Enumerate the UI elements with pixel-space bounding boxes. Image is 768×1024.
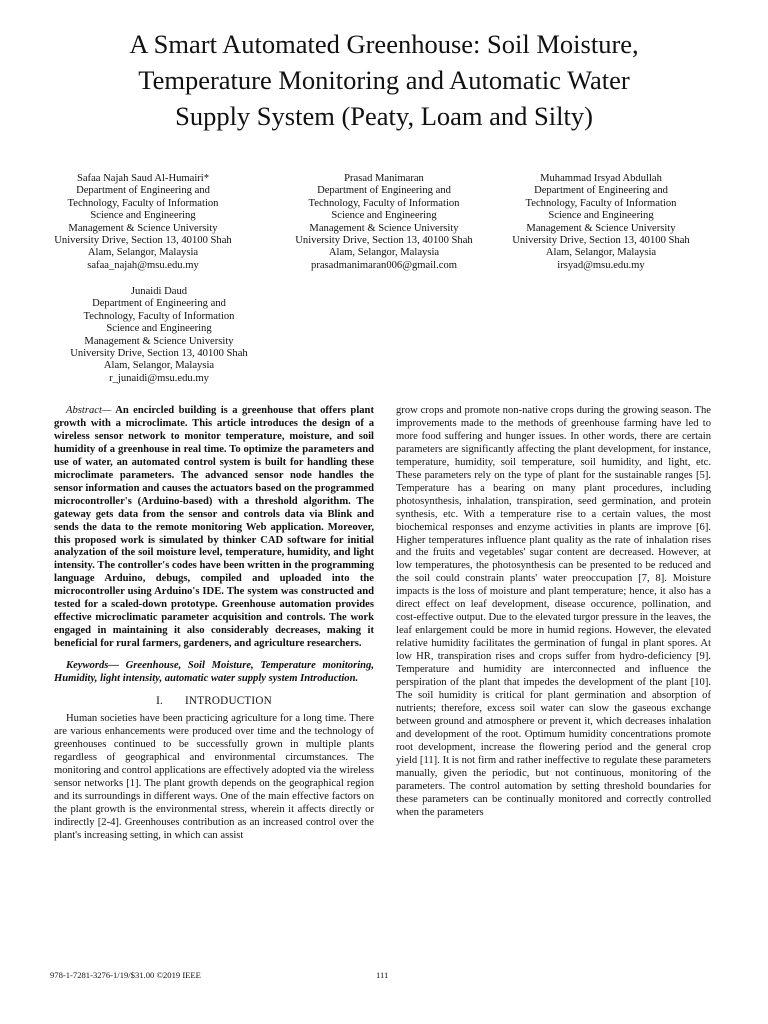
author-affiliation-line: Department of Engineering and xyxy=(92,298,226,310)
author-affiliation-line: University Drive, Section 13, 40100 Shah xyxy=(54,235,232,247)
author-affiliation-line: University Drive, Section 13, 40100 Shah xyxy=(70,348,248,360)
author-email: irsyad@msu.edu.my xyxy=(557,259,645,271)
author-email: safaa_najah@msu.edu.my xyxy=(87,259,199,271)
author-affiliation-line: Technology, Faculty of Information xyxy=(308,197,460,209)
author-affiliation-line: Science and Engineering xyxy=(548,210,654,222)
author-name: Muhammad Irsyad Abdullah xyxy=(540,173,662,184)
author-email: prasadmanimaran006@gmail.com xyxy=(311,259,457,271)
section-heading xyxy=(54,695,374,708)
author-affiliation-line: Alam, Selangor, Malaysia xyxy=(87,247,199,259)
abstract-text: An encircled building is a greenhouse that offers plant growth with a microclimate. This article introduces the design of a wireless sensor network to monitor temperature, moisture, and soil humidity of a greenhouse in real time. To optimize the parameters and use of water, an automated control system is built for handling these microclimate parameters. The advanced sensor node handles the sensor information and causes the actuators based on the programmed microcontroller's (Arduino-based) with a threshold algorithm. The gateway gets data from the sensor and controls data via Blink and sends the data to the remote monitoring Web application. Moreover, this proposed work is simulated by thinker CAD software for initial analyzation of the soil moisture level, temperature, humidity, and light intensity. The controller's codes have been written in the programming language Arduino, debugs, compiled and uploaded into the microcontroller using Arduino's IDE. The system was constructed and tested for a scaled-down prototype. Greenhouse automation provides effective microclimatic parameter acquisition and controls. The work engaged in maintaining it also considerably decreases, making it beneficial for rural farmers, gardeners, and agriculture researchers. xyxy=(54,405,374,650)
title-line: A Smart Automated Greenhouse: Soil Moisture, xyxy=(129,29,639,59)
author-affiliation-line: Science and Engineering xyxy=(331,210,437,222)
author-affiliation-line: Technology, Faculty of Information xyxy=(83,310,235,322)
author-affiliation-line: Department of Engineering and xyxy=(534,185,668,197)
author-affiliation-line: Alam, Selangor, Malaysia xyxy=(103,360,215,372)
abstract xyxy=(54,405,374,651)
abstract-label: Abstract— xyxy=(66,405,112,416)
right-column xyxy=(396,405,711,820)
author-affiliation-line: Alam, Selangor, Malaysia xyxy=(328,247,440,259)
author-affiliation-line: University Drive, Section 13, 40100 Shah xyxy=(295,235,473,247)
author-block xyxy=(284,173,484,272)
keywords-text: Greenhouse, Soil Moisture, Temperature monitoring, Humidity, light intensity, automatic water supply system Introduction. xyxy=(54,660,374,685)
author-affiliation-line: Management & Science University xyxy=(68,222,218,234)
author-affiliation-line: Department of Engineering and xyxy=(317,185,451,197)
keywords xyxy=(54,660,374,686)
author-affiliation-line: Department of Engineering and xyxy=(76,185,210,197)
title-line: Temperature Monitoring and Automatic Water xyxy=(138,65,630,95)
author-name: Safaa Najah Saud Al-Humairi* xyxy=(76,173,210,184)
author-affiliation-line: Science and Engineering xyxy=(90,210,196,222)
intro-paragraph: Human societies have been practicing agriculture for a long time. There are various enhancements were produced over time and the technology of greenhouses continued to be successfully grown in multiple plants regardless of geographical and environmental circumstances. The monitoring and control applications are effectively adopted via the wireless sensor networks [1]. The plant growth depends on the geographical region and its surroundings in different ways. One of the main effective factors on the plant growth is the environmental stress, wherein it affects directly or indirectly [2-4]. Greenhouses contribution as an increased control over the plant's increasing setting, in which can assist xyxy=(54,712,374,841)
author-affiliation-line: Management & Science University xyxy=(526,222,676,234)
author-email: r_junaidi@msu.edu.my xyxy=(109,372,209,384)
paper-title xyxy=(40,26,728,134)
intro-paragraph-continued: grow crops and promote non-native crops during the growing season. The improvements made to the methods of greenhouse farming have led to more food suffering and hunger issues. In other words, there are certain parameters are significantly affecting the plant development, for instance, temperature, humidity, soil temperature, soil humidity, and light, etc. These parameters rely on the type of plant for the sustainable ranges [5]. Temperature has a bearing on many plant procedures, including photosynthesis, inhalation, transpiration, seed germination, and protein synthesis, etc. With a temperature rise to a certain values, the most biochemical responses and enzyme activities in plants are improve [6]. Higher temperatures influence plant quality as the rate of inhalation rises and the fruits and vegetables' sugar content are decreased. However, at low temperatures, the photosynthesis can be presented to be reduced and the soil could constrain plants' water preoccupation [7, 8]. Moisture impacts is the loss of moisture and plant temperature; hence, it also has a direct effect on leaf development, disease occurence, pollination, and cost-effective output. Due to the elevated turgor pressure in the leaves, the leaf enlargement could be more in humid regions. However, the elevated relative humidity facilitates the germination of fungal in plant spores. At low HR, transpiration rises and crops suffer from hydro-deficiency [9]. Temperature and humidity are interconnected and influence the perspiration of the plant that impedes the development of the plant [10]. The soil humidity is critical for plant germination and absorption of nutrients; therefore, excess soil water can slow the gaseous exchange between ground and atmosphere or prevent it, which decreases inhalation and development of the root. Optimum humidity concentrations promote root development, increase the flowering period and the general crop yield [11]. It is not firm and rather ineffective to regulate these parameters manually, given the periodic, but not continuous, monitoring of the parameters. The control automation by setting threshold boundaries for these parameters can be continually monitored and correctly controlled when the parameters xyxy=(396,405,711,818)
author-affiliation-line: Technology, Faculty of Information xyxy=(525,197,677,209)
author-affiliation-line: Alam, Selangor, Malaysia xyxy=(545,247,657,259)
author-affiliation-line: Technology, Faculty of Information xyxy=(67,197,219,209)
author-affiliation-line: University Drive, Section 13, 40100 Shah xyxy=(512,235,690,247)
left-column xyxy=(54,405,374,843)
author-block xyxy=(59,286,259,385)
author-name: Prasad Manimaran xyxy=(344,173,424,184)
author-affiliation-line: Science and Engineering xyxy=(106,323,212,335)
author-affiliation-line: Management & Science University xyxy=(84,335,234,347)
page-number: 111 xyxy=(376,970,389,980)
section-number: I. xyxy=(156,695,163,708)
author-name: Junaidi Daud xyxy=(130,286,188,297)
section-title: INTRODUCTION xyxy=(185,695,272,708)
title-line: Supply System (Peaty, Loam and Silty) xyxy=(175,101,593,131)
author-block xyxy=(501,173,701,272)
keywords-label: Keywords— xyxy=(66,660,119,672)
author-affiliation-line: Management & Science University xyxy=(309,222,459,234)
author-block xyxy=(43,173,243,272)
footer-isbn: 978-1-7281-3276-1/19/$31.00 ©2019 IEEE xyxy=(50,970,201,980)
